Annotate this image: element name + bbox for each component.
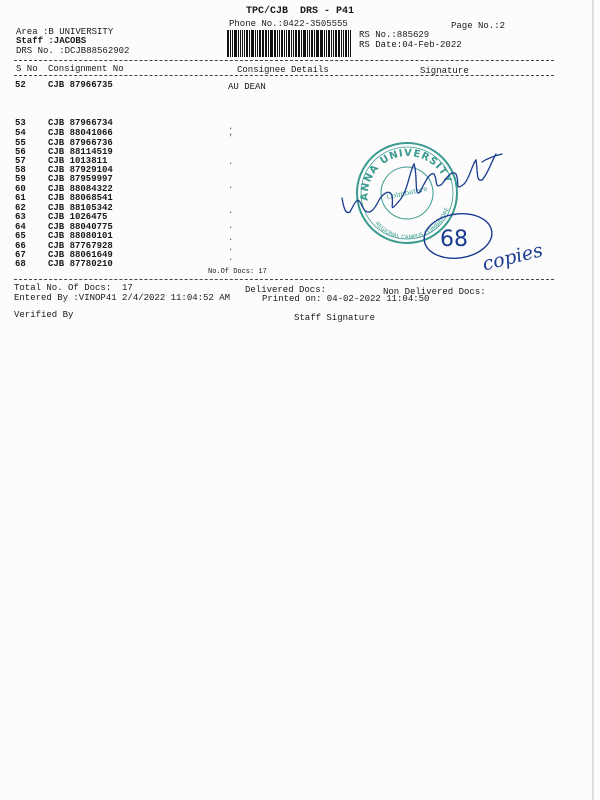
column-header-consignment: Consignment No	[48, 64, 124, 74]
barcode-bar	[333, 30, 334, 57]
entered-by: Entered By :VINOP41 2/4/2022 11:04:52 AM	[14, 293, 231, 303]
table-dot: .	[228, 157, 234, 167]
table-dot: '	[228, 133, 234, 143]
row-consignment-no: CJB 88040775	[48, 222, 113, 232]
row-sno: 68	[15, 259, 26, 269]
row-sno: 55	[15, 138, 26, 148]
verified-by: Verified By	[14, 310, 74, 320]
barcode-bar	[251, 30, 254, 57]
non-delivered-docs: Non Delivered Docs:	[383, 287, 486, 297]
barcode-bar	[227, 30, 229, 57]
row-sno: 53	[15, 118, 26, 128]
table-row	[15, 118, 113, 128]
barcode-bar	[257, 30, 258, 57]
stamp-top-text: ANNA UNIVERSITY	[359, 147, 454, 201]
barcode-bar	[293, 30, 294, 57]
barcode-bar	[324, 30, 325, 57]
barcode-bar	[242, 30, 243, 57]
row-consignment-no: CJB 87966734	[48, 118, 113, 128]
delivered-docs: Delivered Docs:	[245, 285, 327, 295]
table-dot: .	[228, 122, 234, 132]
row-sno: 62	[15, 203, 26, 213]
row-sno: 56	[15, 147, 26, 157]
table-dot: .	[228, 243, 234, 253]
barcode-bar	[268, 30, 269, 57]
row-consignment-no: CJB 1026475	[48, 212, 108, 222]
phone-number: Phone No.:0422-3505555	[229, 19, 348, 29]
staff-field: Staff :JACOBS	[16, 36, 87, 46]
barcode-bar	[309, 30, 310, 57]
barcode-bar	[238, 30, 239, 57]
divider	[14, 60, 554, 61]
row-sno: 65	[15, 231, 26, 241]
row-sno: 58	[15, 165, 26, 175]
row-consignment-no: CJB 1013811	[48, 156, 108, 166]
row-sno: 67	[15, 250, 26, 260]
barcode-bar	[240, 30, 242, 57]
row-consignment-no: CJB 87929104	[48, 165, 113, 175]
row-sno: 60	[15, 184, 26, 194]
barcode-bar	[234, 30, 237, 57]
row-sno: 59	[15, 174, 26, 184]
row-consignment-no: CJB 87966736	[48, 138, 113, 148]
area-field: Area :B UNIVERSITY	[16, 27, 114, 37]
row-sno: 63	[15, 212, 26, 222]
barcode-bar	[246, 30, 248, 57]
barcode-bar	[277, 30, 278, 57]
page-number: Page No.:2	[451, 21, 506, 31]
row-consignment-no: CJB 88041066	[48, 128, 113, 138]
table-dot: .	[228, 181, 234, 191]
table-row	[15, 259, 113, 269]
barcode-bar	[230, 30, 231, 57]
barcode-bar	[274, 30, 276, 57]
rs-date: RS Date:04-Feb-2022	[359, 40, 462, 50]
row-sno: 61	[15, 193, 26, 203]
drs-number: DRS No. :DCJB88562902	[16, 46, 130, 56]
table-dot: .	[228, 253, 234, 263]
row-consignment-no: CJB 88080101	[48, 231, 113, 241]
barcode-bar	[331, 30, 332, 57]
printed-on: Printed on: 04-02-2022 11:04:50	[262, 294, 430, 304]
column-header-consignee: Consignee Details	[237, 65, 329, 75]
barcode-bar	[298, 30, 300, 57]
page-edge	[592, 0, 594, 800]
table-row	[15, 193, 113, 203]
row-sno: 66	[15, 241, 26, 251]
row-consignment-no: CJB 87780210	[48, 259, 113, 269]
barcode-bar	[316, 30, 317, 57]
handwritten-annotation	[330, 140, 560, 280]
barcode-bar	[326, 30, 327, 57]
column-header-signature: Signature	[420, 66, 469, 76]
row-consignment-no: CJB 88061649	[48, 250, 113, 260]
staff-signature-label: Staff Signature	[294, 313, 376, 323]
row-consignment-no: CJB 88105342	[48, 203, 113, 213]
divider	[14, 75, 554, 76]
table-row	[15, 174, 113, 184]
barcode-bar	[343, 30, 344, 57]
barcode-bar	[249, 30, 250, 57]
row-consignment-no: CJB 87959997	[48, 174, 113, 184]
barcode-bar	[270, 30, 273, 57]
barcode-bar	[265, 30, 266, 57]
barcode-bar	[281, 30, 283, 57]
barcode-bar	[259, 30, 261, 57]
barcode-bar	[266, 30, 267, 57]
signature-scribble	[342, 154, 502, 212]
barcode-bar	[335, 30, 337, 57]
total-docs: Total No. Of Docs: 17	[14, 283, 133, 293]
table-row	[15, 128, 113, 138]
barcode-bar	[244, 30, 245, 57]
barcode-bar	[317, 30, 319, 57]
barcode-bar	[314, 30, 315, 57]
barcode-bar	[345, 30, 347, 57]
row-consignment-no: CJB 87767928	[48, 241, 113, 251]
rs-number: RS No.:885629	[359, 30, 430, 40]
barcode-bar	[295, 30, 297, 57]
barcode	[227, 30, 352, 57]
barcode-bar	[307, 30, 308, 57]
table-dot: .	[228, 221, 234, 231]
barcode-bar	[291, 30, 292, 57]
document-title: TPC/CJB DRS - P41	[246, 6, 355, 17]
table-dot: .	[228, 206, 234, 216]
barcode-bar	[301, 30, 302, 57]
table-row	[15, 231, 113, 241]
barcode-bar	[350, 30, 351, 57]
row-sno: 54	[15, 128, 26, 138]
barcode-bar	[348, 30, 349, 57]
table-dot: .	[228, 233, 234, 243]
stamp-bottom-text: REGIONAL CAMPUS COIMBATORE	[373, 206, 451, 241]
barcode-bar	[279, 30, 280, 57]
table-row	[15, 80, 113, 90]
row-consignment-no: CJB 87966735	[48, 80, 113, 90]
handwritten-word: copies	[480, 239, 545, 276]
barcode-bar	[288, 30, 291, 57]
barcode-bar	[255, 30, 256, 57]
row-sno: 57	[15, 156, 26, 166]
row-sno: 52	[15, 80, 26, 90]
barcode-bar	[232, 30, 233, 57]
row-consignee: AU DEAN	[228, 82, 266, 92]
row-sno: 64	[15, 222, 26, 232]
barcode-bar	[311, 30, 313, 57]
table-row	[15, 212, 107, 222]
row-consignment-no: CJB 88068541	[48, 193, 113, 203]
barcode-bar	[303, 30, 306, 57]
barcode-bar	[341, 30, 342, 57]
barcode-bar	[262, 30, 264, 57]
row-consignment-no: CJB 88084322	[48, 184, 113, 194]
no-of-docs: No.Of Docs: 17	[208, 268, 267, 276]
stamp-center-text: Coimbatore	[385, 184, 429, 202]
barcode-bar	[286, 30, 287, 57]
column-header-sno: S No	[16, 64, 38, 74]
barcode-bar	[328, 30, 330, 57]
row-consignment-no: CJB 88114519	[48, 147, 113, 157]
handwritten-count: 68	[440, 227, 468, 252]
barcode-bar	[284, 30, 285, 57]
barcode-bar	[320, 30, 323, 57]
barcode-bar	[338, 30, 341, 57]
